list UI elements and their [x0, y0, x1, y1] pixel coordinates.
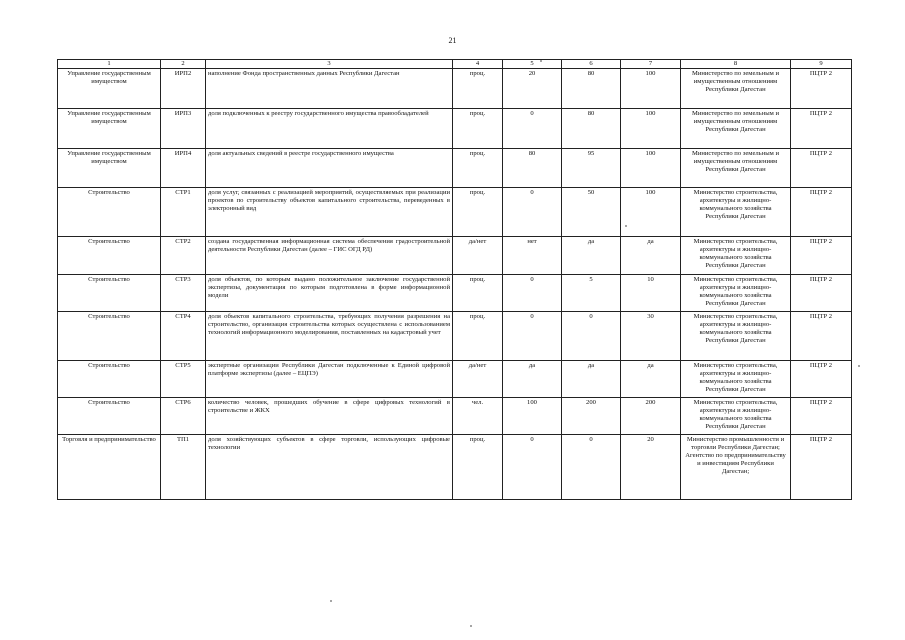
row-value-cell: 30 — [621, 311, 681, 360]
scan-speck — [470, 625, 472, 627]
row-responsible-cell: Министерство строительства, архитектуры и жилищно-коммунального хозяйства Республики Дагестан — [681, 236, 791, 274]
column-number: 5 — [503, 60, 562, 69]
row-value-cell: 200 — [562, 397, 621, 434]
row-area-cell: Торговля и предпринимательство — [58, 434, 161, 499]
row-responsible-cell: Министерство строительства, архитектуры и жилищно-коммунального хозяйства Республики Дагестан — [681, 311, 791, 360]
row-responsible-cell: Министерство по земельным и имущественным отношениям Республики Дагестан — [681, 108, 791, 148]
row-area-cell: Строительство — [58, 274, 161, 311]
row-value-cell: 10 — [621, 274, 681, 311]
row-unit-cell: проц. — [453, 311, 503, 360]
row-area-cell: Управление государственным имуществом — [58, 108, 161, 148]
row-responsible-cell: Министерство строительства, архитектуры и жилищно-коммунального хозяйства Республики Дагестан — [681, 397, 791, 434]
row-area-cell: Управление государственным имуществом — [58, 148, 161, 187]
scan-speck — [540, 60, 542, 62]
row-program-cell: ПЦТР 2 — [791, 68, 852, 108]
row-unit-cell: проц. — [453, 187, 503, 236]
row-code-cell: ИРП3 — [161, 108, 206, 148]
row-indicator-cell: доля хозяйствующих субъектов в сфере торговли, использующих цифровые технологии — [206, 434, 453, 499]
row-value-cell: 0 — [562, 434, 621, 499]
row-value-cell: 20 — [503, 68, 562, 108]
row-value-cell: 80 — [562, 108, 621, 148]
row-unit-cell: проц. — [453, 274, 503, 311]
table-row — [58, 187, 852, 236]
table-row — [58, 397, 852, 434]
row-program-cell: ПЦТР 2 — [791, 108, 852, 148]
page-number: 21 — [448, 36, 457, 45]
row-program-cell: ПЦТР 2 — [791, 311, 852, 360]
row-value-cell: 0 — [503, 434, 562, 499]
row-unit-cell: да/нет — [453, 236, 503, 274]
row-value-cell: 200 — [621, 397, 681, 434]
row-program-cell: ПЦТР 2 — [791, 187, 852, 236]
scan-speck — [625, 225, 627, 227]
row-indicator-cell: доля услуг, связанных с реализацией мероприятий, осуществляемых при реализации проектов по строительству объектов капитального строительства, переведенных в электронный вид — [206, 187, 453, 236]
table-row — [58, 274, 852, 311]
column-number: 7 — [621, 60, 681, 69]
column-number: 1 — [58, 60, 161, 69]
row-code-cell: ИРП2 — [161, 68, 206, 108]
row-value-cell: 100 — [621, 108, 681, 148]
row-value-cell: 100 — [621, 187, 681, 236]
row-code-cell: СТР2 — [161, 236, 206, 274]
row-value-cell: 0 — [503, 108, 562, 148]
row-value-cell: да — [562, 236, 621, 274]
row-value-cell: 80 — [503, 148, 562, 187]
row-indicator-cell: экспертные организации Республики Дагестан подключенные к Единой цифровой платформе экспертизы (далее – ЕЦПЭ) — [206, 360, 453, 397]
row-program-cell: ПЦТР 2 — [791, 274, 852, 311]
row-area-cell: Строительство — [58, 311, 161, 360]
row-area-cell: Управление государственным имуществом — [58, 68, 161, 108]
row-value-cell: 80 — [562, 68, 621, 108]
row-code-cell: СТР5 — [161, 360, 206, 397]
table-row — [58, 108, 852, 148]
row-program-cell: ПЦТР 2 — [791, 360, 852, 397]
column-number: 9 — [791, 60, 852, 69]
row-unit-cell: проц. — [453, 108, 503, 148]
row-program-cell: ПЦТР 2 — [791, 397, 852, 434]
scan-speck — [858, 365, 860, 367]
row-value-cell: 95 — [562, 148, 621, 187]
row-program-cell: ПЦТР 2 — [791, 434, 852, 499]
row-unit-cell: проц. — [453, 68, 503, 108]
column-number: 3 — [206, 60, 453, 69]
row-responsible-cell: Министерство строительства, архитектуры и жилищно-коммунального хозяйства Республики Дагестан — [681, 187, 791, 236]
row-area-cell: Строительство — [58, 236, 161, 274]
table-row — [58, 434, 852, 499]
table-row — [58, 148, 852, 187]
row-indicator-cell: доля актуальных сведений в реестре государственного имущества — [206, 148, 453, 187]
row-unit-cell: проц. — [453, 148, 503, 187]
row-code-cell: СТР6 — [161, 397, 206, 434]
row-value-cell: 20 — [621, 434, 681, 499]
indicators-table — [57, 59, 852, 500]
row-program-cell: ПЦТР 2 — [791, 236, 852, 274]
row-value-cell: 0 — [503, 187, 562, 236]
row-value-cell: 0 — [562, 311, 621, 360]
row-code-cell: ИРП4 — [161, 148, 206, 187]
row-value-cell: да — [621, 236, 681, 274]
row-value-cell: да — [503, 360, 562, 397]
row-indicator-cell: доля подключенных к реестру государственного имущества правообладателей — [206, 108, 453, 148]
row-responsible-cell: Министерство строительства, архитектуры и жилищно-коммунального хозяйства Республики Дагестан — [681, 274, 791, 311]
row-responsible-cell: Министерство промышленности и торговли Республики Дагестан; Агентство по предпринимательству и инвестициям Республики Дагестан; — [681, 434, 791, 499]
row-value-cell: 100 — [621, 68, 681, 108]
row-value-cell: 5 — [562, 274, 621, 311]
table-row — [58, 236, 852, 274]
table-row — [58, 360, 852, 397]
row-indicator-cell: наполнение Фонда пространственных данных Республики Дагестан — [206, 68, 453, 108]
row-value-cell: да — [621, 360, 681, 397]
row-code-cell: СТР1 — [161, 187, 206, 236]
row-indicator-cell: количество человек, прошедших обучение в сфере цифровых технологий в строительстве и ЖКХ — [206, 397, 453, 434]
row-indicator-cell: создана государственная информационная система обеспечения градостроительной деятельности Республики Дагестан (далее – ГИС ОГД РД) — [206, 236, 453, 274]
scan-speck — [330, 600, 332, 602]
row-responsible-cell: Министерство по земельным и имущественным отношениям Республики Дагестан — [681, 148, 791, 187]
row-value-cell: 0 — [503, 274, 562, 311]
column-number-row — [58, 60, 852, 69]
table-row — [58, 68, 852, 108]
table-row — [58, 311, 852, 360]
column-number: 4 — [453, 60, 503, 69]
row-unit-cell: чел. — [453, 397, 503, 434]
column-number: 2 — [161, 60, 206, 69]
row-value-cell: 100 — [503, 397, 562, 434]
row-value-cell: нет — [503, 236, 562, 274]
row-code-cell: СТР4 — [161, 311, 206, 360]
row-area-cell: Строительство — [58, 397, 161, 434]
row-area-cell: Строительство — [58, 360, 161, 397]
row-code-cell: ТП1 — [161, 434, 206, 499]
row-program-cell: ПЦТР 2 — [791, 148, 852, 187]
row-value-cell: 0 — [503, 311, 562, 360]
row-indicator-cell: доля объектов капитального строительства, требующих получения разрешения на строительство, организация строительства которых осуществлена с использованием технологий информационного моделирования, поставленных на кадастровый учет — [206, 311, 453, 360]
row-value-cell: 50 — [562, 187, 621, 236]
row-indicator-cell: доля объектов, по которым выдано положительное заключение государственной экспертизы, документация по которым подготовлена в форме информационной модели — [206, 274, 453, 311]
row-area-cell: Строительство — [58, 187, 161, 236]
row-responsible-cell: Министерство строительства, архитектуры и жилищно-коммунального хозяйства Республики Дагестан — [681, 360, 791, 397]
row-responsible-cell: Министерство по земельным и имущественным отношениям Республики Дагестан — [681, 68, 791, 108]
row-value-cell: 100 — [621, 148, 681, 187]
row-value-cell: да — [562, 360, 621, 397]
row-code-cell: СТР3 — [161, 274, 206, 311]
column-number: 8 — [681, 60, 791, 69]
column-number: 6 — [562, 60, 621, 69]
row-unit-cell: да/нет — [453, 360, 503, 397]
row-unit-cell: проц. — [453, 434, 503, 499]
